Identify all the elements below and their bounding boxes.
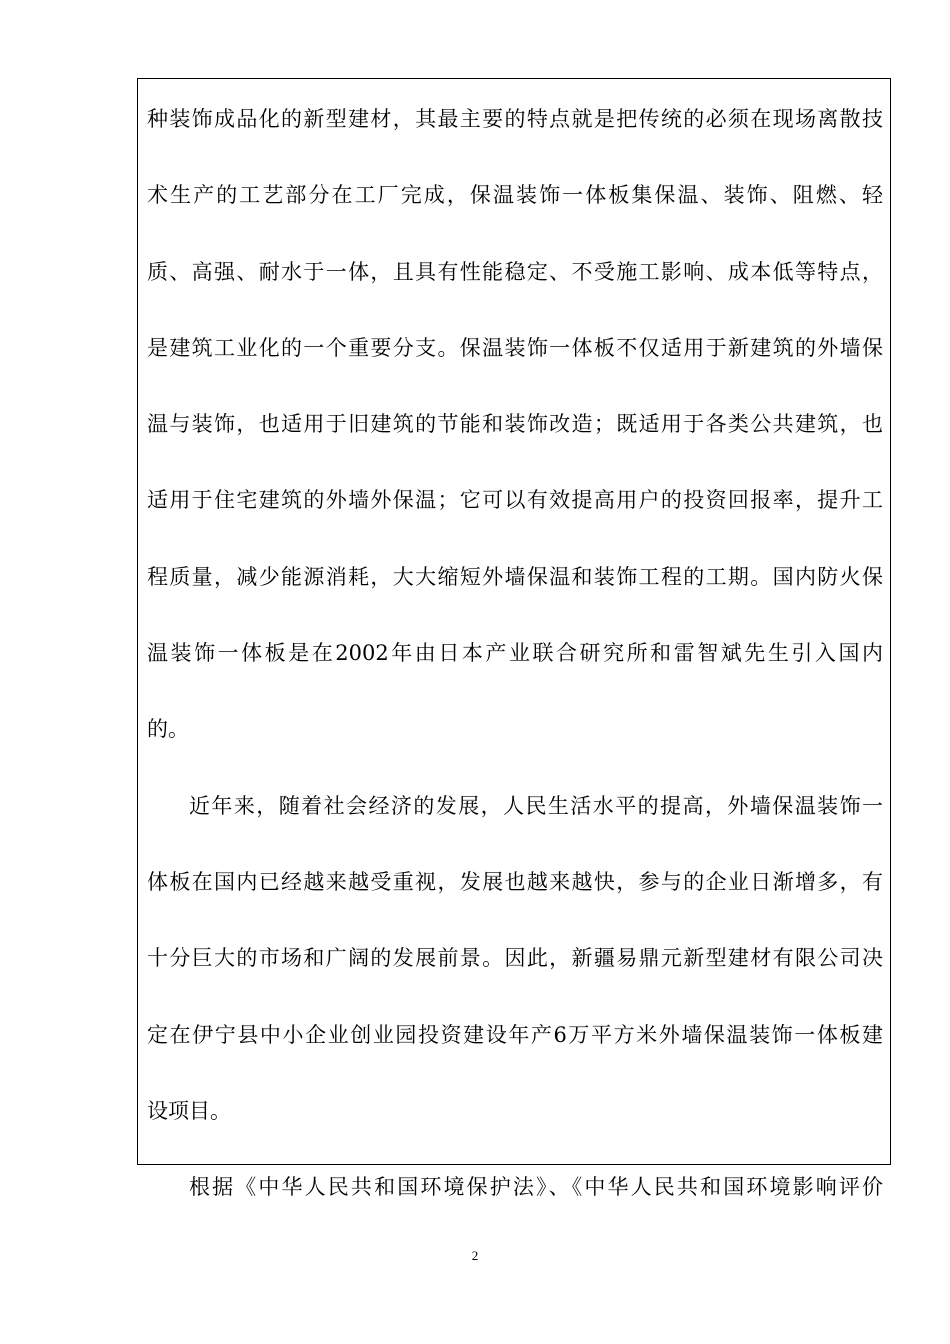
text-line: 十分巨大的市场和广阔的发展前景。因此，新疆易鼎元新型建材有限公司决: [147, 946, 883, 971]
text-line: 近年来，随着社会经济的发展，人民生活水平的提高，外墙保温装饰一: [189, 793, 883, 818]
text-line: 温与装饰，也适用于旧建筑的节能和装饰改造；既适用于各类公共建筑，也: [147, 412, 883, 437]
text-line: 程质量，减少能源消耗，大大缩短外墙保温和装饰工程的工期。国内防火保: [147, 564, 883, 589]
text-line: 根据《中华人民共和国环境保护法》、《中华人民共和国环境影响评价: [189, 1175, 883, 1200]
text-line: 种装饰成品化的新型建材，其最主要的特点就是把传统的必须在现场离散技: [147, 107, 883, 131]
text-line: 术生产的工艺部分在工厂完成，保温装饰一体板集保温、装饰、阻燃、轻: [147, 183, 883, 208]
text-line: 设项目。: [147, 1098, 231, 1123]
text-line: 质、高强、耐水于一体，且具有性能稳定、不受施工影响、成本低等特点，: [147, 259, 883, 284]
body-text: [147, 98, 883, 1242]
text-line: 适用于住宅建筑的外墙外保温；它可以有效提高用户的投资回报率，提升工: [147, 488, 883, 513]
text-line: 温装饰一体板是在2002年由日本产业联合研究所和雷智斌先生引入国内: [147, 641, 883, 666]
text-line: 体板在国内已经越来越受重视，发展也越来越快，参与的企业日渐增多，有: [147, 869, 883, 894]
text-line: 的。: [147, 717, 189, 742]
page-number: 2: [471, 1248, 479, 1263]
text-line: 是建筑工业化的一个重要分支。保温装饰一体板不仅适用于新建筑的外墙保: [147, 335, 883, 360]
text-line: 定在伊宁县中小企业创业园投资建设年产6万平方米外墙保温装饰一体板建: [147, 1022, 883, 1047]
